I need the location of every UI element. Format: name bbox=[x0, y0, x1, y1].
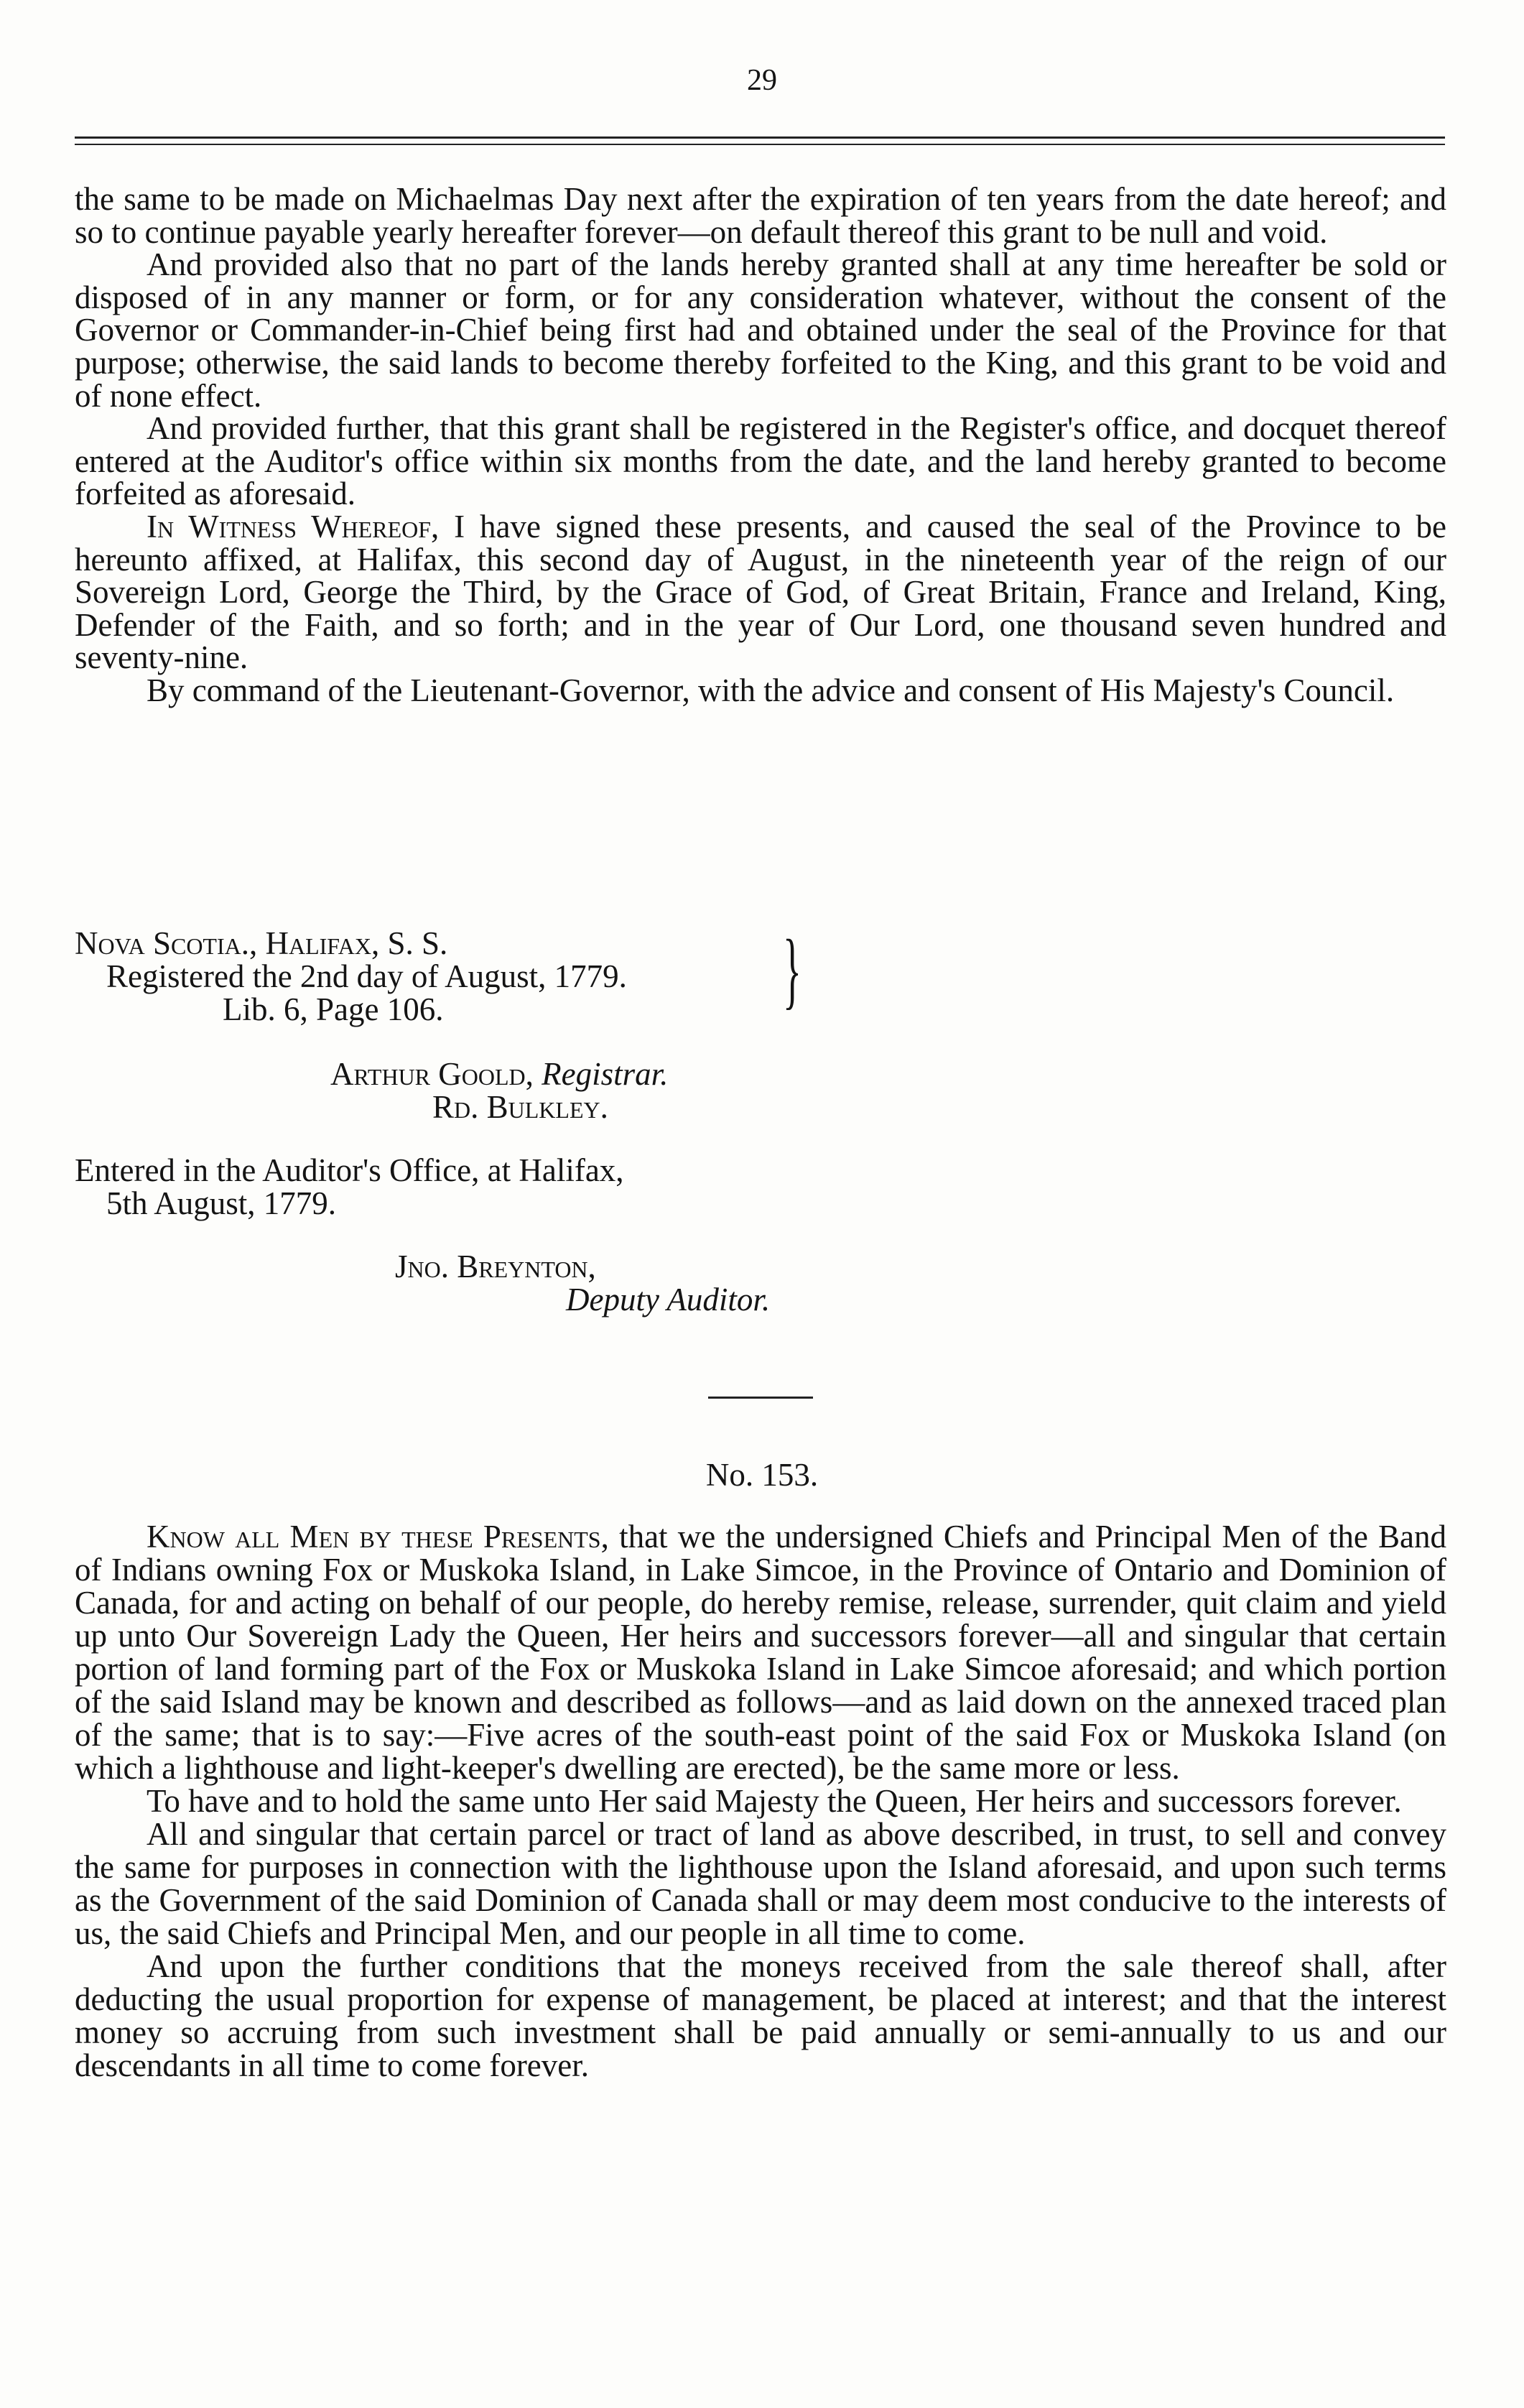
registration-place: Nova Scotia., Halifax, S. S. bbox=[75, 925, 448, 961]
auditor-entry-line1: Entered in the Auditor's Office, at Halifax, bbox=[75, 1152, 624, 1188]
auditor-signature: Jno. Breynton, bbox=[395, 1249, 596, 1284]
know-all-men-lead: Know all Men by these Presents, bbox=[147, 1519, 609, 1555]
auditor-title: Deputy Auditor. bbox=[566, 1282, 771, 1318]
header-rule-top bbox=[75, 136, 1445, 139]
auditor-entry-line2: 5th August, 1779. bbox=[106, 1185, 337, 1221]
registrar-signature: Arthur Goold, Registrar. bbox=[330, 1056, 669, 1092]
paragraph-proviso-sale: And provided also that no part of the lands hereby granted shall at any time hereafter be sold or disposed of in any manner or form, or for any consideration whatever, without the consent of the Governor or Commander-in-Chief being first had and obtained under the seal of the Province for that purpose; otherwise, the said lands to become thereby forfeited to the King, and this grant to be void and of none effect. bbox=[75, 246, 1446, 414]
paragraph-habendum: To have and to hold the same unto Her said Majesty the Queen, Her heirs and successors forever. bbox=[147, 1783, 1402, 1819]
second-signature: Rd. Bulkley. bbox=[432, 1089, 608, 1125]
paragraph-continuation: the same to be made on Michaelmas Day next after the expiration of ten years from the date hereof; and so to continue payable yearly hereafter forever—on default thereof this grant to be null and void. bbox=[75, 181, 1446, 250]
page-number: 29 bbox=[747, 64, 777, 97]
paragraph-command: By command of the Lieutenant-Governor, with the advice and consent of His Majesty's Council. bbox=[147, 672, 1395, 708]
registration-lib: Lib. 6, Page 106. bbox=[223, 991, 444, 1027]
section-divider bbox=[708, 1397, 813, 1399]
header-rule-bottom bbox=[75, 144, 1445, 145]
paragraph-conditions: And upon the further conditions that the moneys received from the sale thereof shall, after deducting the usual proportion for expense of management, be placed at interest; and that the interest money so accruing from such investment shall be paid annually or semi-annually to us and our descendants in all time to come forever. bbox=[75, 1948, 1446, 2083]
paragraph-proviso-registration: And provided further, that this grant shall be registered in the Register's office, and docquet thereof entered at the Auditor's office within six months from the date, and the land hereby granted to become forfeited as aforesaid. bbox=[75, 410, 1446, 512]
registration-brace: } bbox=[783, 922, 802, 1017]
paragraph-know-all-men: Know all Men by these Presents, that we the undersigned Chiefs and Principal Men of the Band of Indians owning Fox or Muskoka Island, in Lake Simcoe, in the Province of Ontario and Dominion of Canada, for and acting on behalf of our people, do hereby remise, release, surrender, quit claim and yield up unto Our Sovereign Lady the Queen, Her heirs and successors forever—all and singular that certain portion of land forming part of the Fox or Muskoka Island in Lake Simcoe aforesaid; and which portion of the said Island may be known and described as follows—and as laid down on the annexed traced plan of the same; that is to say:—Five acres of the south-east point of the said Fox or Muskoka Island (on which a lighthouse and light-keeper's dwelling are erected), be the same more or less. bbox=[75, 1519, 1446, 1786]
section-number: No. 153. bbox=[705, 1457, 819, 1493]
paragraph-trust: All and singular that certain parcel or tract of land as above described, in trust, to sell and convey the same for purposes in connection with the lighthouse upon the Island aforesaid, and upon such terms as the Government of the said Dominion of Canada shall or may deem most conducive to the interests of us, the said Chiefs and Principal Men, and our people in all time to come. bbox=[75, 1816, 1446, 1951]
registration-date: Registered the 2nd day of August, 1779. bbox=[106, 958, 627, 994]
grant-text bbox=[75, 183, 1446, 708]
witness-lead: In Witness Whereof, bbox=[147, 508, 440, 545]
surrender-text bbox=[75, 1520, 1446, 2082]
paragraph-witness: In Witness Whereof, I have signed these presents, and caused the seal of the Province to be hereunto affixed, at Halifax, this second day of August, in the nineteenth year of the reign of our Sovereign Lord, George the Third, by the Grace of God, of Great Britain, France and Ireland, King, Defender of the Faith, and so forth; and in the year of Our Lord, one thousand seven hundred and seventy-nine. bbox=[75, 508, 1447, 676]
